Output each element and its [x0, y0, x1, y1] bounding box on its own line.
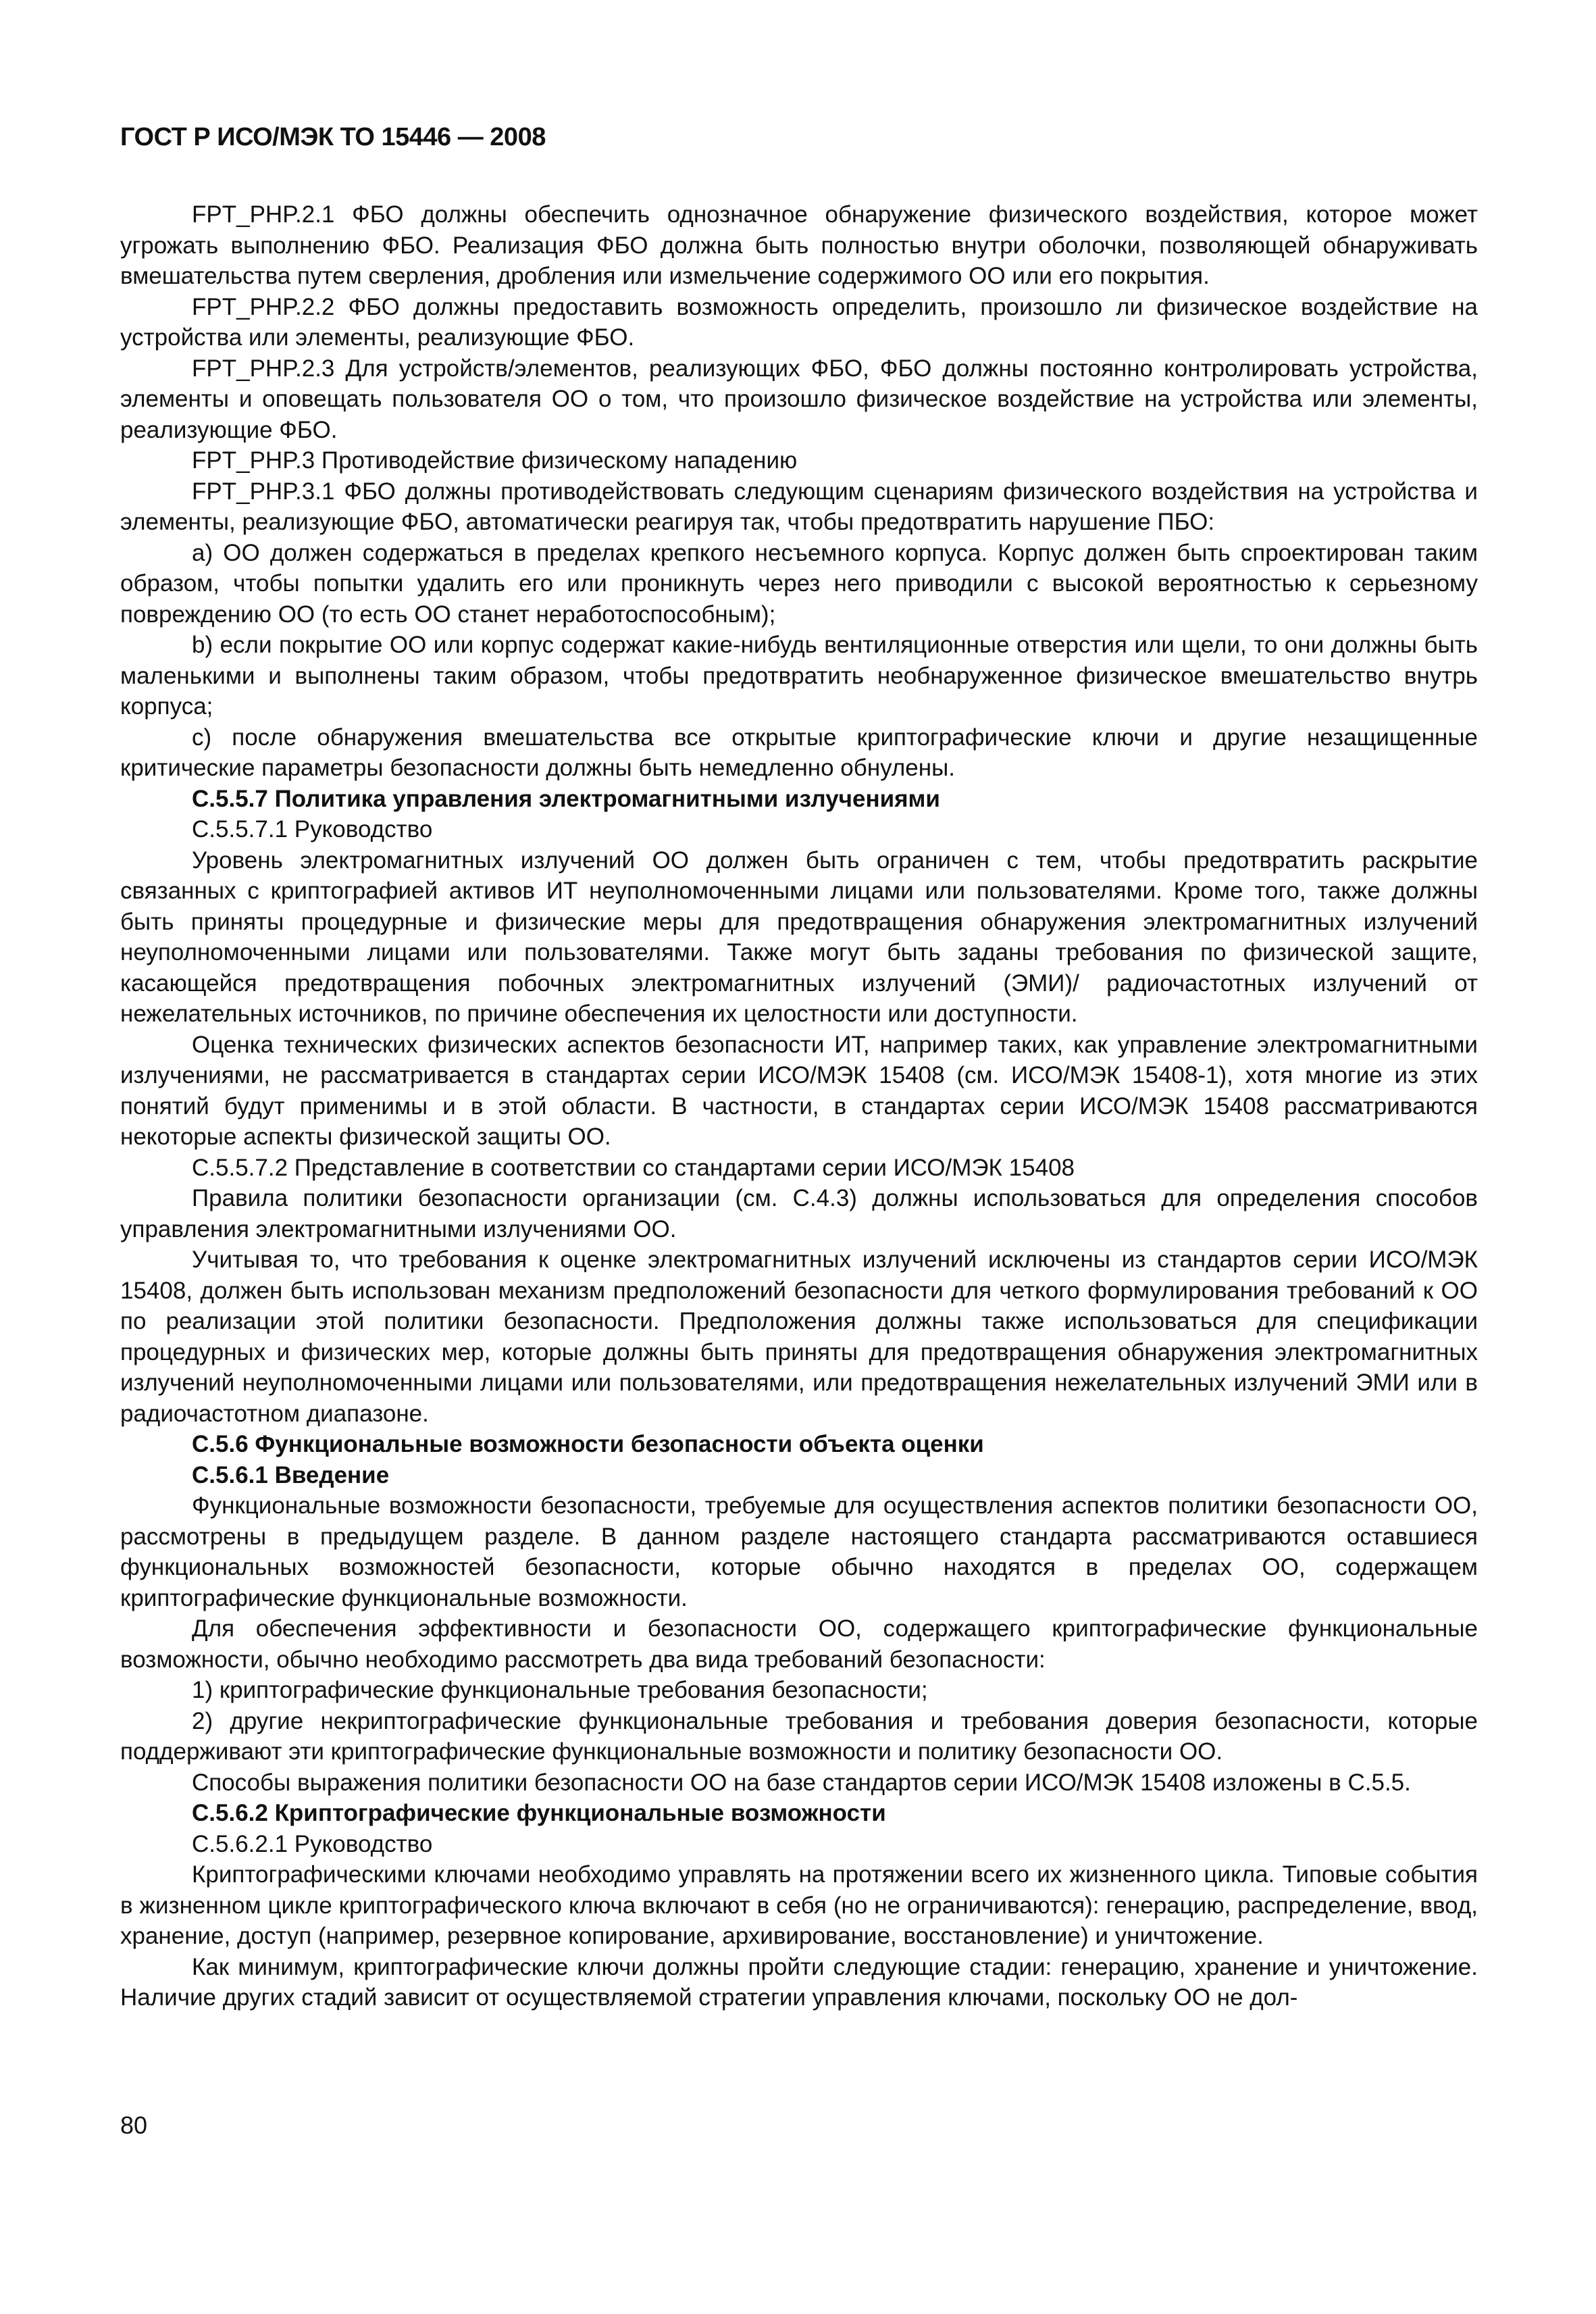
paragraph: FPT_PHP.3 Противодействие физическому нападению — [192, 447, 798, 474]
paragraph: FPT_PHP.3.1 ФБО должны противодействовать следующим сценариям физического воздействия на устройства и элементы, реализующие ФБО, автоматически реагируя так, чтобы предотвратить нарушение ПБО: — [120, 478, 1478, 535]
list-item: а) ОО должен содержаться в пределах крепкого несъемного корпуса. Корпус должен быть спроектирован таким образом, чтобы попытки удалить его или проникнуть через него приводили с высокой вероятностью к серьезному повреждению ОО (то есть ОО станет неработоспособным); — [120, 539, 1478, 628]
paragraph: Оценка технических физических аспектов безопасности ИТ, например таких, как управление электромагнитными излучениями, не рассматривается в стандартах серии ИСО/МЭК 15408 (см. ИСО/МЭК 15408-1), хотя многие из этих понятий будут применимы и в этой области. В частности, в стандартах серии ИСО/МЭК 15408 рассматриваются некоторые аспекты физической защиты ОО. — [120, 1031, 1478, 1150]
paragraph: FPT_PHP.2.2 ФБО должны предоставить возможность определить, произошло ли физическое воздействие на устройства или элементы, реализующие ФБО. — [120, 293, 1478, 351]
page-number: 80 — [120, 2111, 148, 2139]
paragraph: Учитывая то, что требования к оценке электромагнитных излучений исключены из стандартов серии ИСО/МЭК 15408, должен быть использован механизм предположений безопасности для четкого формулирования требований к ОО по реализации этой политики безопасности. Предположения должны также использоваться для спецификации процедурных и физических мер, которые должны быть приняты для предотвращения обнаружения электромагнитных излучений неуполномоченными лицами или пользователями, или предотвращения нежелательных излучений ЭМИ или в радиочастотном диапазоне. — [120, 1247, 1478, 1427]
subsection-title: С.5.5.7.1 Руководство — [192, 816, 433, 842]
paragraph: Функциональные возможности безопасности, требуемые для осуществления аспектов политики безопасности ОО, рассмотрены в предыдущем разделе. В данном разделе настоящего стандарта рассматриваются оставшиеся функциональных возможностей безопасности, которые обычно находятся в пределах ОО, содержащем криптографические функциональные возможности. — [120, 1492, 1478, 1611]
section-heading: С.5.6 Функциональные возможности безопасности объекта оценки — [192, 1431, 984, 1457]
subsection-title: С.5.5.7.2 Представление в соответствии со стандартами серии ИСО/МЭК 15408 — [192, 1154, 1075, 1181]
paragraph: FPT_PHP.2.1 ФБО должны обеспечить однозначное обнаружение физического воздействия, которое может угрожать выполнению ФБО. Реализация ФБО должна быть полностью внутри оболочки, позволяющей обнаруживать вмешательства путем сверления, дробления или измельчение содержимого ОО или его покрытия. — [120, 201, 1478, 289]
subsection-title: С.5.6.2.1 Руководство — [192, 1830, 433, 1857]
section-heading: С.5.6.2 Криптографические функциональные возможности — [192, 1800, 886, 1826]
paragraph: Как минимум, криптографические ключи должны пройти следующие стадии: генерацию, хранение и уничтожение. Наличие других стадий зависит от осуществляемой стратегии управления ключами, поскольку ОО не дол- — [120, 1953, 1478, 2011]
paragraph: FPT_PHP.2.3 Для устройств/элементов, реализующих ФБО, ФБО должны постоянно контролировать устройства, элементы и оповещать пользователя ОО о том, что произошло физическое воздействие на устройства или элементы, реализующие ФБО. — [120, 355, 1478, 443]
list-item: 1) криптографические функциональные требования безопасности; — [192, 1677, 928, 1703]
paragraph: Способы выражения политики безопасности ОО на базе стандартов серии ИСО/МЭК 15408 изложены в С.5.5. — [192, 1769, 1411, 1796]
document-body — [120, 199, 1478, 2013]
paragraph: Уровень электромагнитных излучений ОО должен быть ограничен с тем, чтобы предотвратить раскрытие связанных с криптографией активов ИТ неуполномоченными лицами или пользователями. Кроме того, также должны быть приняты процедурные и физические меры для предотвращения обнаружения электромагнитных излучений неуполномоченными лицами или пользователями. Также могут быть заданы требования по физической защите, касающейся предотвращения побочных электромагнитных излучений (ЭМИ)/ радиочастотных излучений от нежелательных источников, по причине обеспечения их целостности или доступности. — [120, 847, 1478, 1027]
section-heading: С.5.5.7 Политика управления электромагнитными излучениями — [192, 785, 940, 812]
paragraph: Криптографическими ключами необходимо управлять на протяжении всего их жизненного цикла. Типовые события в жизненном цикле криптографического ключа включают в себя (но не ограничиваются): генерацию, распределение, ввод, хранение, доступ (например, резервное копирование, архивирование, восстановление) и уничтожение. — [120, 1861, 1478, 1949]
document-header: ГОСТ Р ИСО/МЭК ТО 15446 — 2008 — [120, 123, 546, 151]
list-item: 2) другие некриптографические функциональные требования и требования доверия безопасности, которые поддерживают эти криптографические функциональные возможности и политику безопасности ОО. — [120, 1707, 1478, 1765]
list-item: b) если покрытие ОО или корпус содержат какие-нибудь вентиляционные отверстия или щели, то они должны быть маленькими и выполнены таким образом, чтобы предотвратить необнаруженное физическое вмешательство внутрь корпуса; — [120, 632, 1478, 720]
paragraph: Правила политики безопасности организации (см. С.4.3) должны использоваться для определения способов управления электромагнитными излучениями ОО. — [120, 1185, 1478, 1242]
section-heading: С.5.6.1 Введение — [192, 1461, 390, 1488]
paragraph: Для обеспечения эффективности и безопасности ОО, содержащего криптографические функциональные возможности, обычно необходимо рассмотреть два вида требований безопасности: — [120, 1615, 1478, 1673]
list-item: с) после обнаружения вмешательства все открытые криптографические ключи и другие незащищенные критические параметры безопасности должны быть немедленно обнулены. — [120, 724, 1478, 781]
